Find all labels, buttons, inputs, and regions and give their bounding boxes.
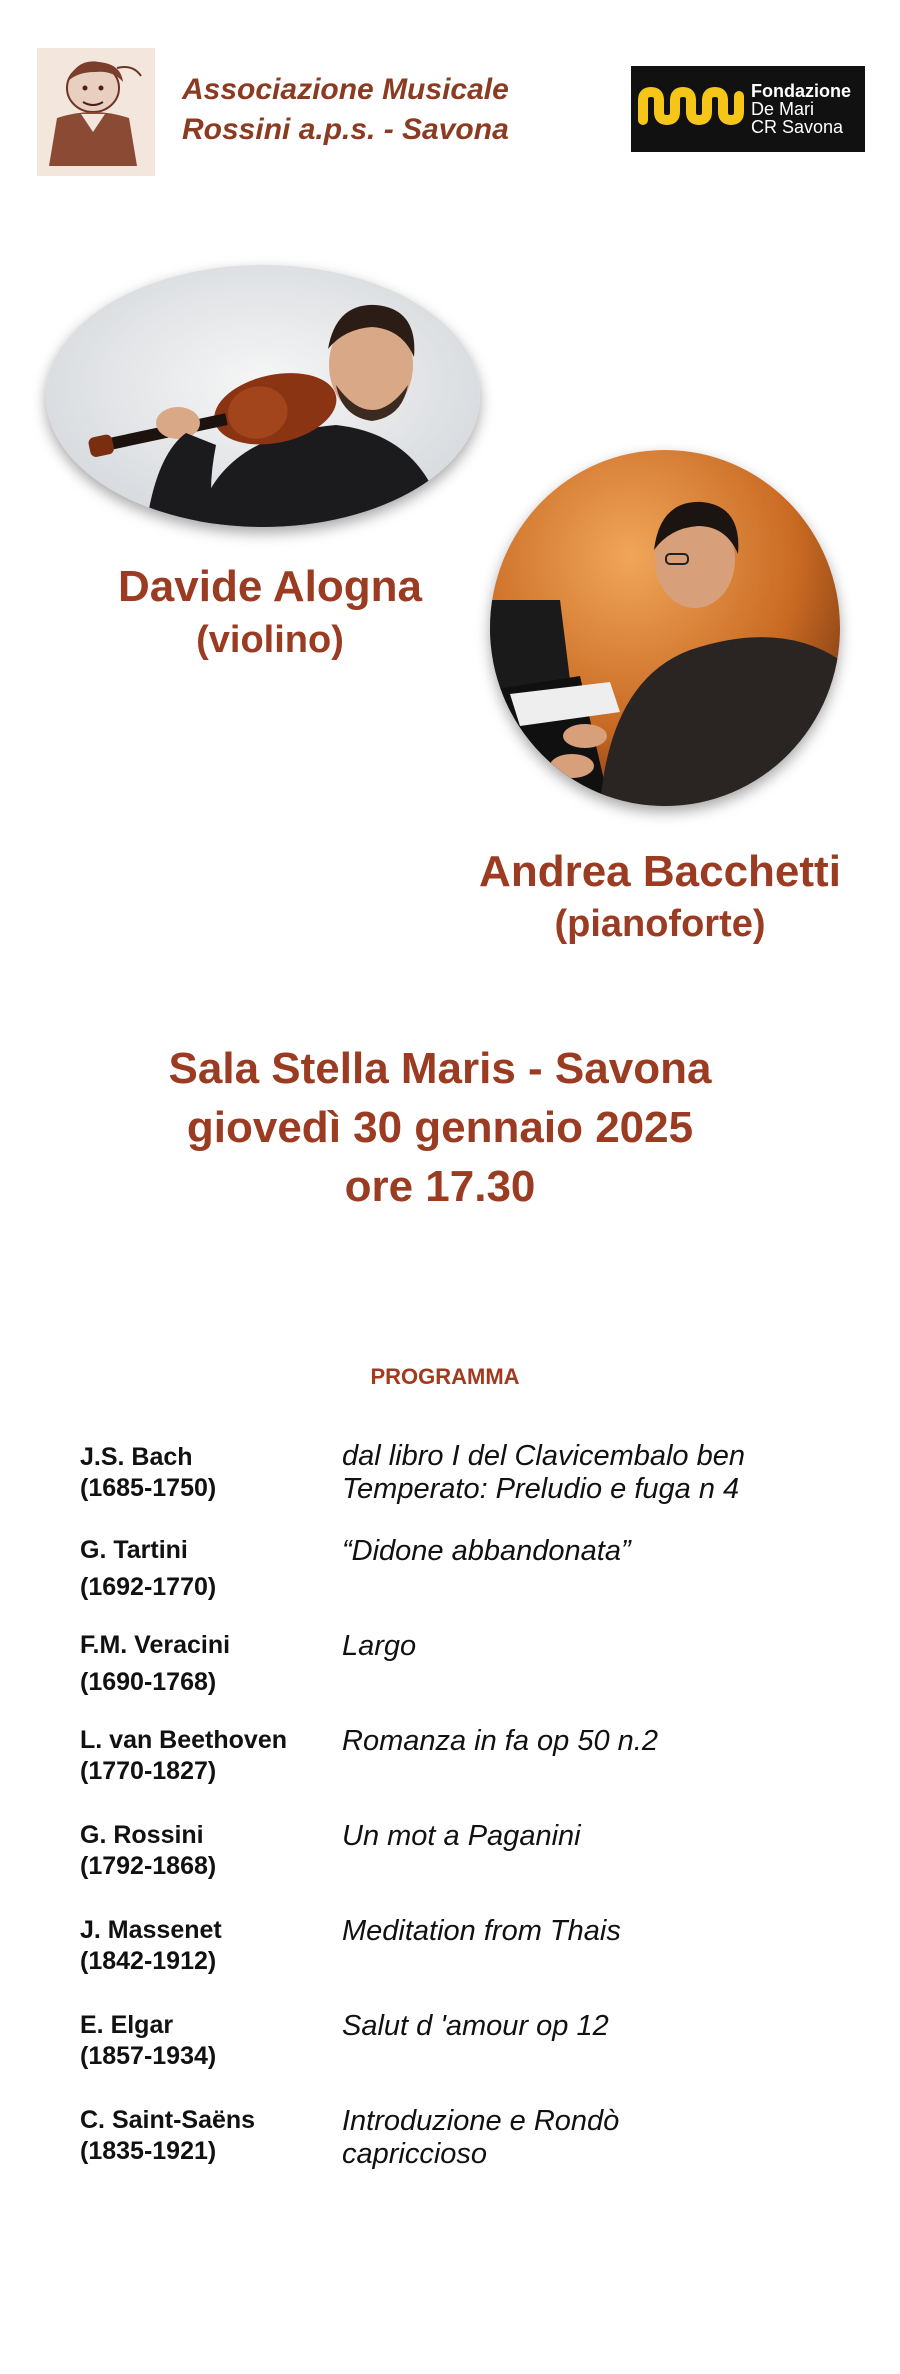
foundation-name-line3: CR Savona — [751, 117, 844, 137]
piece-title-line1: “Didone abbandonata” — [342, 1535, 631, 1567]
piece-title-line1: Salut d 'amour op 12 — [342, 2010, 609, 2042]
foundation-name-line2: De Mari — [751, 99, 815, 119]
composer-name: F.M. Veracini — [80, 1631, 231, 1659]
association-name — [182, 70, 582, 150]
program-item — [80, 1820, 860, 1915]
program-item — [80, 1725, 860, 1820]
composer-years: (1792-1868) — [80, 1852, 217, 1880]
program-list — [80, 1440, 860, 2195]
program-item — [80, 2010, 860, 2105]
association-name-line2: Rossini a.p.s. - Savona — [182, 113, 509, 146]
program-item — [80, 1915, 860, 2010]
program-title: PROGRAMMA — [370, 1364, 520, 1389]
program-item — [80, 1630, 860, 1725]
composer-years: (1835-1921) — [80, 2137, 217, 2165]
composer-name: J.S. Bach — [80, 1443, 193, 1471]
composer-name: J. Massenet — [80, 1916, 222, 1944]
composer-years: (1842-1912) — [80, 1947, 217, 1975]
program-item — [80, 2105, 860, 2195]
composer-years: (1770-1827) — [80, 1757, 217, 1785]
piece-title-line1: Largo — [342, 1630, 417, 1662]
piece-title-line1: dal libro I del Clavicembalo ben — [342, 1440, 745, 1472]
foundation-name-line1: Fondazione — [751, 81, 851, 101]
foundation-wave-icon — [637, 82, 745, 136]
association-name-line1: Associazione Musicale — [182, 73, 509, 106]
composer-name: E. Elgar — [80, 2011, 174, 2039]
event-venue: Sala Stella Maris - Savona — [168, 1044, 712, 1093]
piece-title-line2: Temperato: Preludio e fuga n 4 — [342, 1473, 740, 1505]
composer-name: C. Saint-Saëns — [80, 2106, 256, 2134]
composer-name: L. van Beethoven — [80, 1726, 287, 1754]
composer-name: G. Rossini — [80, 1821, 204, 1849]
program-item — [80, 1440, 860, 1535]
piece-title-line1: Un mot a Paganini — [342, 1820, 581, 1852]
performer-1-name: Davide Alogna — [118, 562, 422, 611]
composer-years: (1685-1750) — [80, 1474, 217, 1502]
composer-name: G. Tartini — [80, 1536, 188, 1564]
pianist-photo — [490, 450, 840, 806]
performer-2-name: Andrea Bacchetti — [479, 847, 841, 896]
piece-title-line1: Romanza in fa op 50 n.2 — [342, 1725, 658, 1757]
composer-years: (1690-1768) — [80, 1668, 217, 1696]
composer-years: (1692-1770) — [80, 1573, 217, 1601]
performer-1-instrument: (violino) — [196, 619, 344, 661]
composer-years: (1857-1934) — [80, 2042, 217, 2070]
piece-title-line1: Introduzione e Rondò — [342, 2105, 620, 2137]
event-time: ore 17.30 — [344, 1162, 536, 1211]
rossini-caricature-logo — [37, 48, 155, 176]
program-item — [80, 1535, 860, 1630]
piece-title-line1: Meditation from Thais — [342, 1915, 621, 1947]
violinist-photo — [46, 265, 480, 527]
foundation-logo — [631, 66, 865, 152]
performer-2-instrument: (pianoforte) — [554, 903, 766, 945]
piece-title-line2: capriccioso — [342, 2138, 488, 2170]
event-date: giovedì 30 gennaio 2025 — [186, 1103, 694, 1152]
